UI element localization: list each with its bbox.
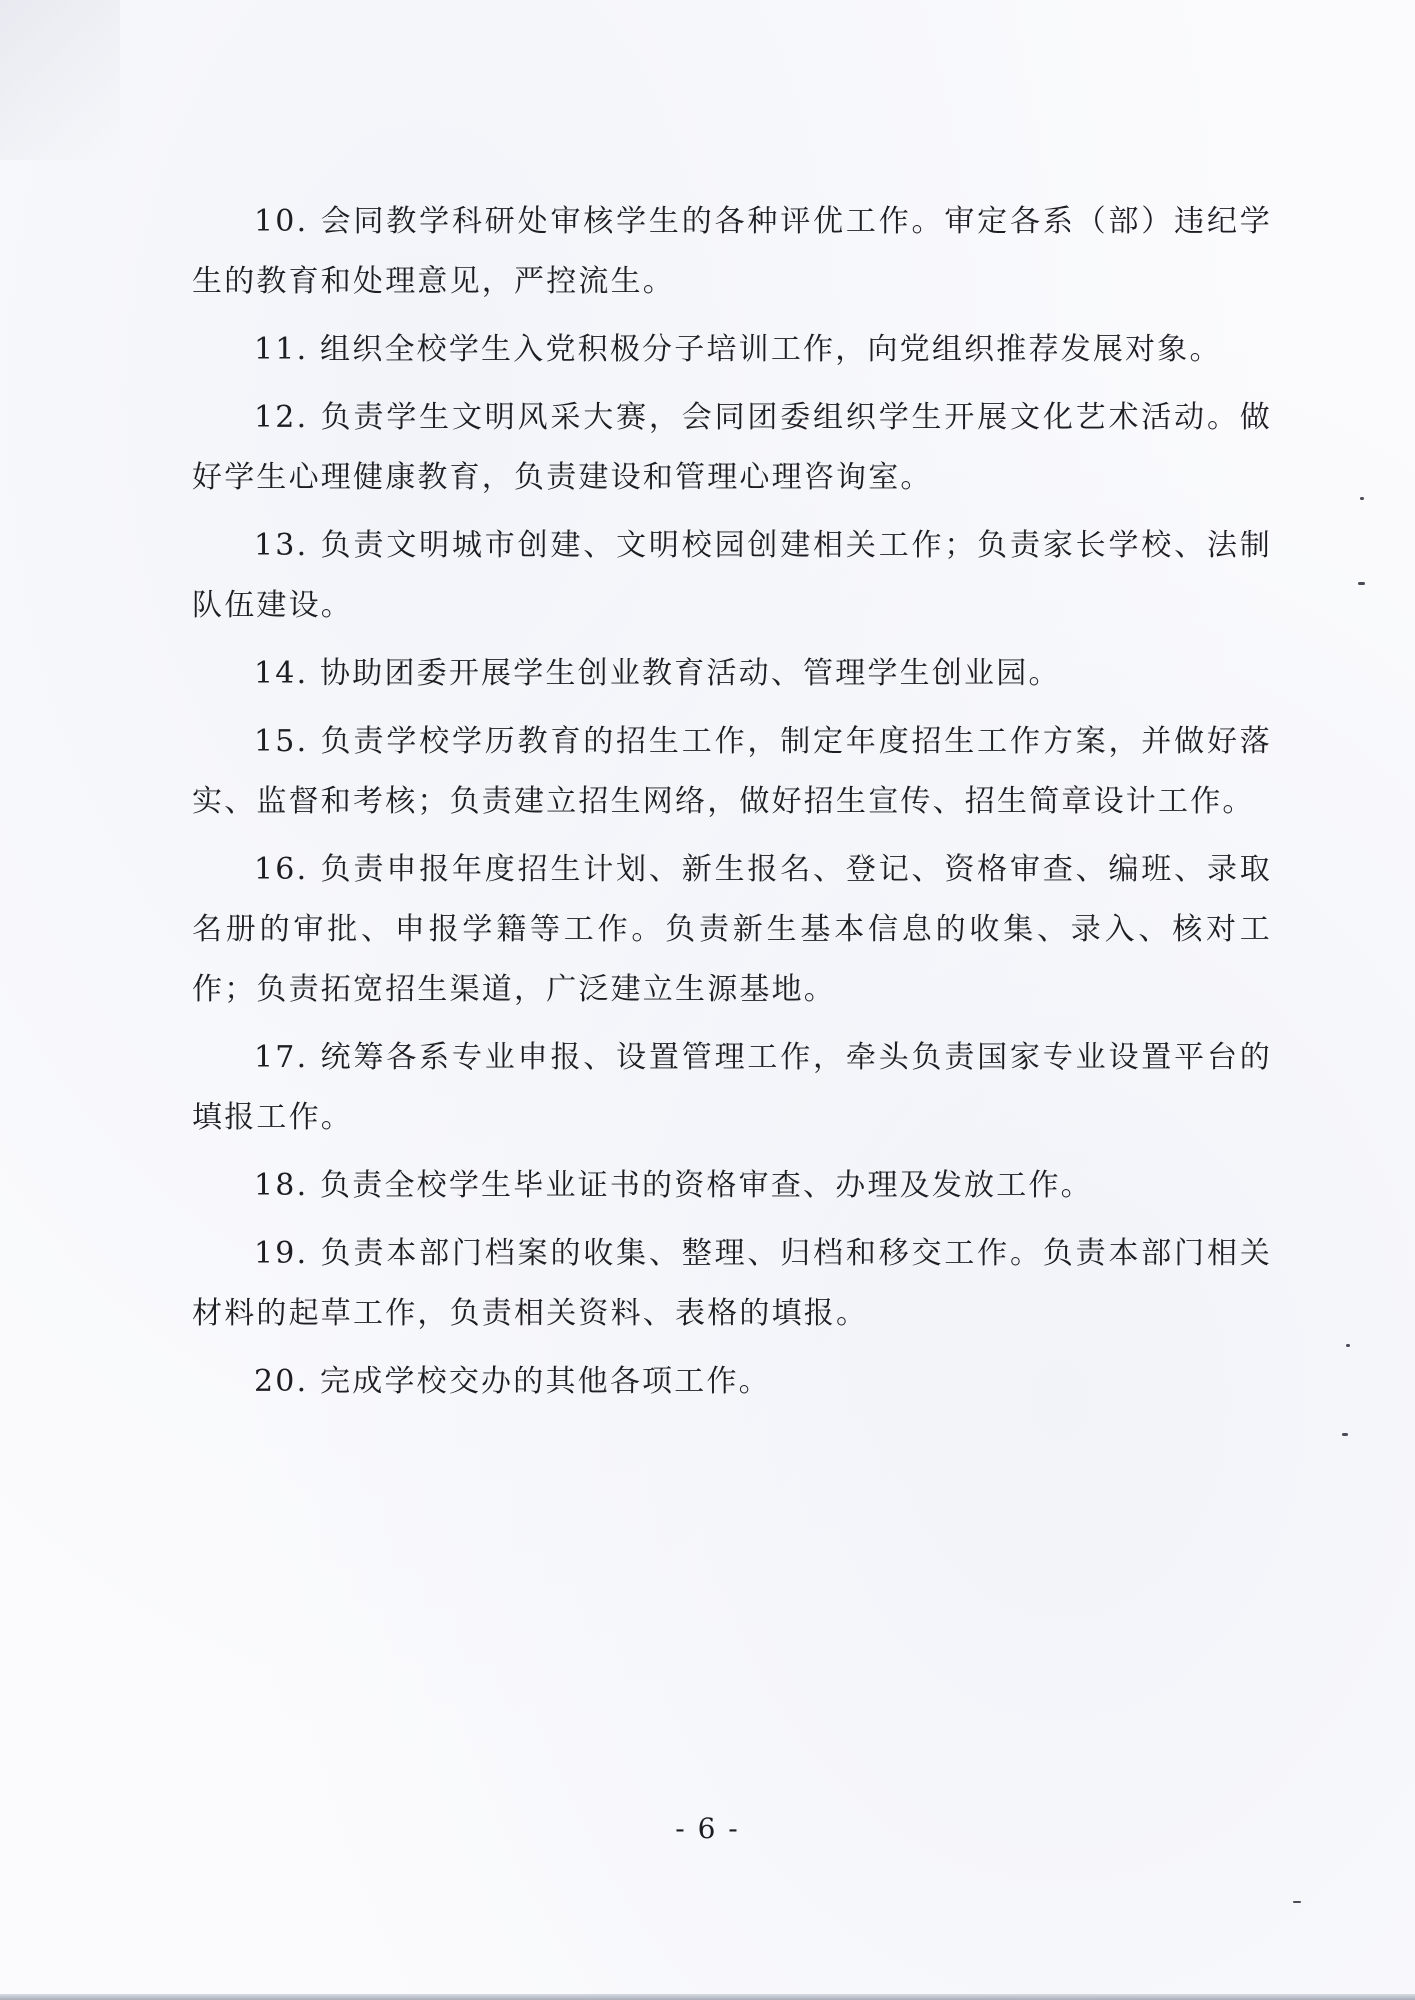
- scan-speck: [1358, 582, 1365, 585]
- document-body: [192, 192, 1272, 1420]
- paragraph-13: 13. 负责文明城市创建、文明校园创建相关工作；负责家长学校、法制队伍建设。: [192, 528, 1272, 623]
- paragraph-12: 12. 负责学生文明风采大赛，会同团委组织学生开展文化艺术活动。做好学生心理健康教育，负责建设和管理心理咨询室。: [192, 400, 1272, 495]
- paragraph-10: 10. 会同教学科研处审核学生的各种评优工作。审定各系（部）违纪学生的教育和处理意见，严控流生。: [192, 204, 1272, 299]
- scan-speck: [1342, 1433, 1348, 1436]
- scan-speck: [1346, 1344, 1350, 1347]
- scan-speck: [1360, 497, 1364, 500]
- paragraph-19: 19. 负责本部门档案的收集、整理、归档和移交工作。负责本部门相关材料的起草工作，负责相关资料、表格的填报。: [192, 1236, 1272, 1331]
- page-number: - 6 -: [675, 1812, 740, 1845]
- paragraph-17: 17. 统筹各系专业申报、设置管理工作，牵头负责国家专业设置平台的填报工作。: [192, 1040, 1272, 1135]
- paragraph-16: 16. 负责申报年度招生计划、新生报名、登记、资格审查、编班、录取名册的审批、申报学籍等工作。负责新生基本信息的收集、录入、核对工作；负责拓宽招生渠道，广泛建立生源基地。: [192, 852, 1272, 1007]
- paragraph-11: 11. 组织全校学生入党积极分子培训工作，向党组织推荐发展对象。: [254, 332, 1222, 367]
- paragraph-18: 18. 负责全校学生毕业证书的资格审查、办理及发放工作。: [254, 1168, 1093, 1203]
- scan-shadow: [0, 0, 120, 160]
- scan-edge: [0, 1994, 1415, 2000]
- paragraph-15: 15. 负责学校学历教育的招生工作，制定年度招生工作方案，并做好落实、监督和考核；负责建立招生网络，做好招生宣传、招生简章设计工作。: [192, 724, 1272, 819]
- scan-speck: [1293, 1901, 1301, 1903]
- paragraph-14: 14. 协助团委开展学生创业教育活动、管理学生创业园。: [254, 656, 1061, 691]
- paragraph-20: 20. 完成学校交办的其他各项工作。: [254, 1364, 771, 1399]
